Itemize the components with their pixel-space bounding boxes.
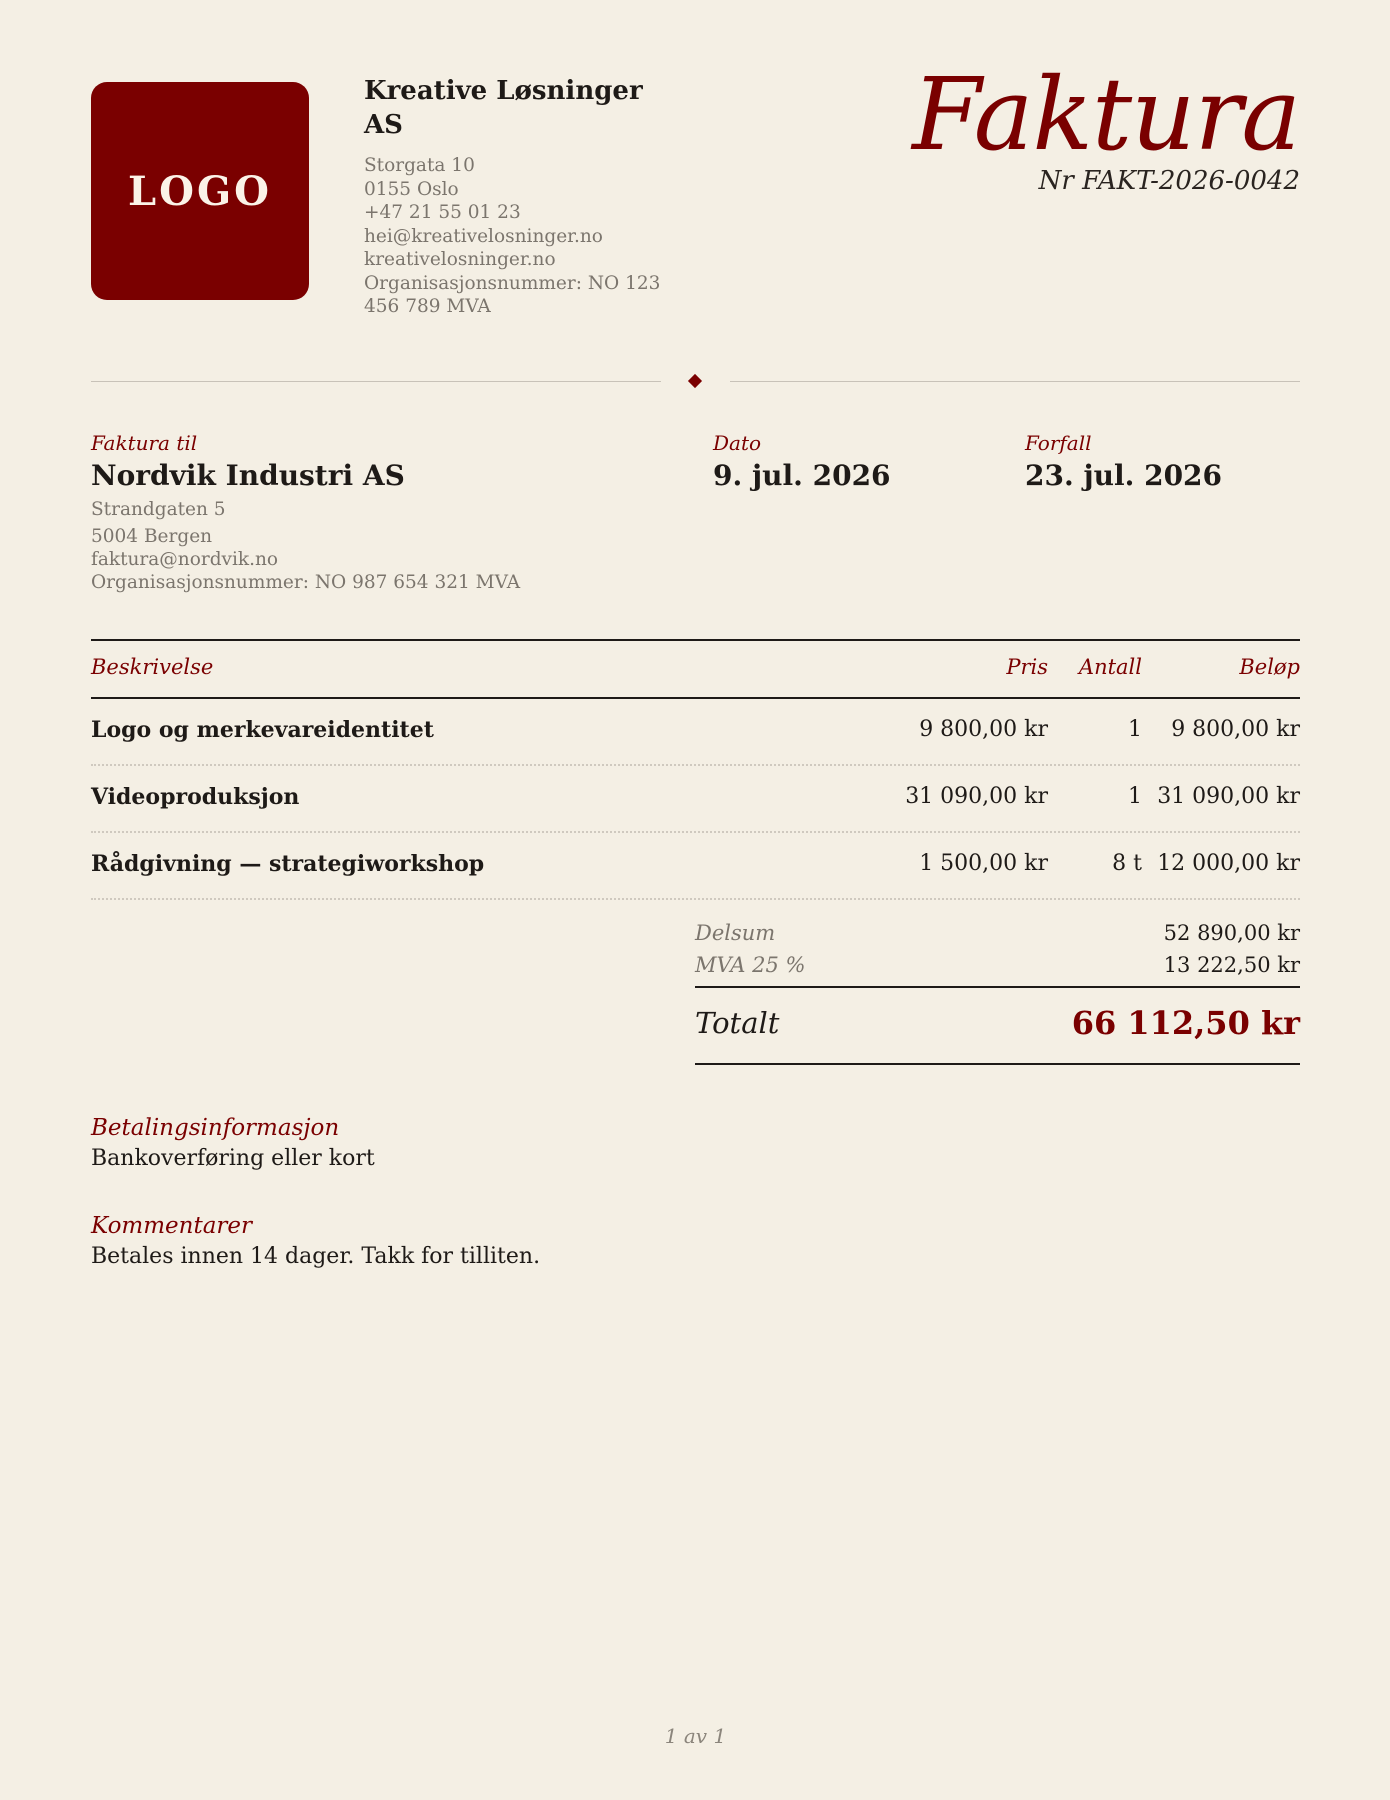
subtotal-value: 52 890,00 kr <box>1163 921 1300 945</box>
company-website: kreativelosninger.no <box>364 249 556 270</box>
item-price: 31 090,00 kr <box>905 784 1048 809</box>
vat-label: MVA 25 % <box>695 953 806 977</box>
client-org-number: Organisasjonsnummer: NO 987 654 321 MVA <box>91 572 521 593</box>
item-amount: 31 090,00 kr <box>1157 784 1300 809</box>
item-amount: 12 000,00 kr <box>1157 851 1300 876</box>
subtotal-row <box>695 921 1300 953</box>
invoice-page <box>91 0 1300 1800</box>
bill-to-label: Faktura til <box>91 431 198 455</box>
subtotal-label: Delsum <box>695 921 776 945</box>
company-street: Storgata 10 <box>364 155 475 176</box>
company-logo <box>91 82 309 300</box>
payment-label: Betalingsinformasjon <box>91 1115 340 1141</box>
table-row <box>91 699 1300 766</box>
vat-row <box>695 953 1300 985</box>
company-postal: 0155 Oslo <box>364 178 459 200</box>
item-qty: 1 <box>1128 717 1142 742</box>
due-label: Forfall <box>1025 431 1092 455</box>
invoice-date: 9. jul. 2026 <box>713 459 891 492</box>
logo-text: LOGO <box>128 167 272 215</box>
item-description: Rådgivning — strategiworkshop <box>91 851 485 877</box>
payment-text: Bankoverføring eller kort <box>91 1146 375 1171</box>
company-org-number: Organisasjonsnummer: NO 123 456 789 MVA <box>364 272 661 317</box>
item-description: Logo og merkevareidentitet <box>91 717 434 743</box>
total-value: 66 112,50 kr <box>1071 1004 1300 1042</box>
client-email: faktura@nordvik.no <box>91 549 279 570</box>
header-description: Beskrivelse <box>91 655 214 679</box>
company-name: Kreative Løsninger AS <box>364 76 643 140</box>
vat-value: 13 222,50 kr <box>1163 953 1300 977</box>
bill-to-section <box>91 430 651 594</box>
table-header <box>91 641 1300 699</box>
comments-section <box>91 1210 891 1272</box>
grand-total-row <box>695 986 1300 1065</box>
total-label: Totalt <box>695 1006 780 1040</box>
invoice-title: Faktura <box>912 56 1300 173</box>
company-phone: +47 21 55 01 23 <box>364 202 521 223</box>
invoice-number: Nr FAKT-2026-0042 <box>1038 166 1300 196</box>
client-postal: 5004 Bergen <box>91 526 213 547</box>
diamond-icon <box>688 374 702 388</box>
item-price: 9 800,00 kr <box>919 717 1048 742</box>
comments-label: Kommentarer <box>91 1213 253 1239</box>
client-name: Nordvik Industri AS <box>91 459 405 492</box>
date-label: Dato <box>713 431 762 455</box>
header-amount: Beløp <box>1239 655 1300 679</box>
payment-info-section <box>91 1112 891 1174</box>
ornament-divider <box>91 381 1300 383</box>
table-row <box>91 766 1300 833</box>
item-description: Videoproduksjon <box>91 784 300 810</box>
invoice-date-section <box>713 430 891 494</box>
client-street: Strandgaten 5 <box>91 499 226 520</box>
divider-line-left <box>91 381 661 382</box>
table-row <box>91 833 1300 900</box>
company-info <box>364 74 664 319</box>
page-number: 1 av 1 <box>664 1724 727 1748</box>
line-items-table <box>91 639 1300 900</box>
item-price: 1 500,00 kr <box>919 851 1048 876</box>
invoice-title-block <box>912 56 1300 196</box>
header-price: Pris <box>1006 655 1048 679</box>
totals-section <box>695 921 1300 1065</box>
divider-line-right <box>730 381 1300 382</box>
item-qty: 1 <box>1128 784 1142 809</box>
due-date: 23. jul. 2026 <box>1025 459 1223 492</box>
item-amount: 9 800,00 kr <box>1171 717 1300 742</box>
header-qty: Antall <box>1078 655 1142 679</box>
company-address <box>364 154 664 319</box>
company-email: hei@kreativelosninger.no <box>364 225 603 247</box>
item-qty: 8 t <box>1112 851 1142 876</box>
comments-text: Betales innen 14 dager. Takk for tilliten. <box>91 1244 541 1269</box>
due-date-section <box>1025 430 1222 494</box>
